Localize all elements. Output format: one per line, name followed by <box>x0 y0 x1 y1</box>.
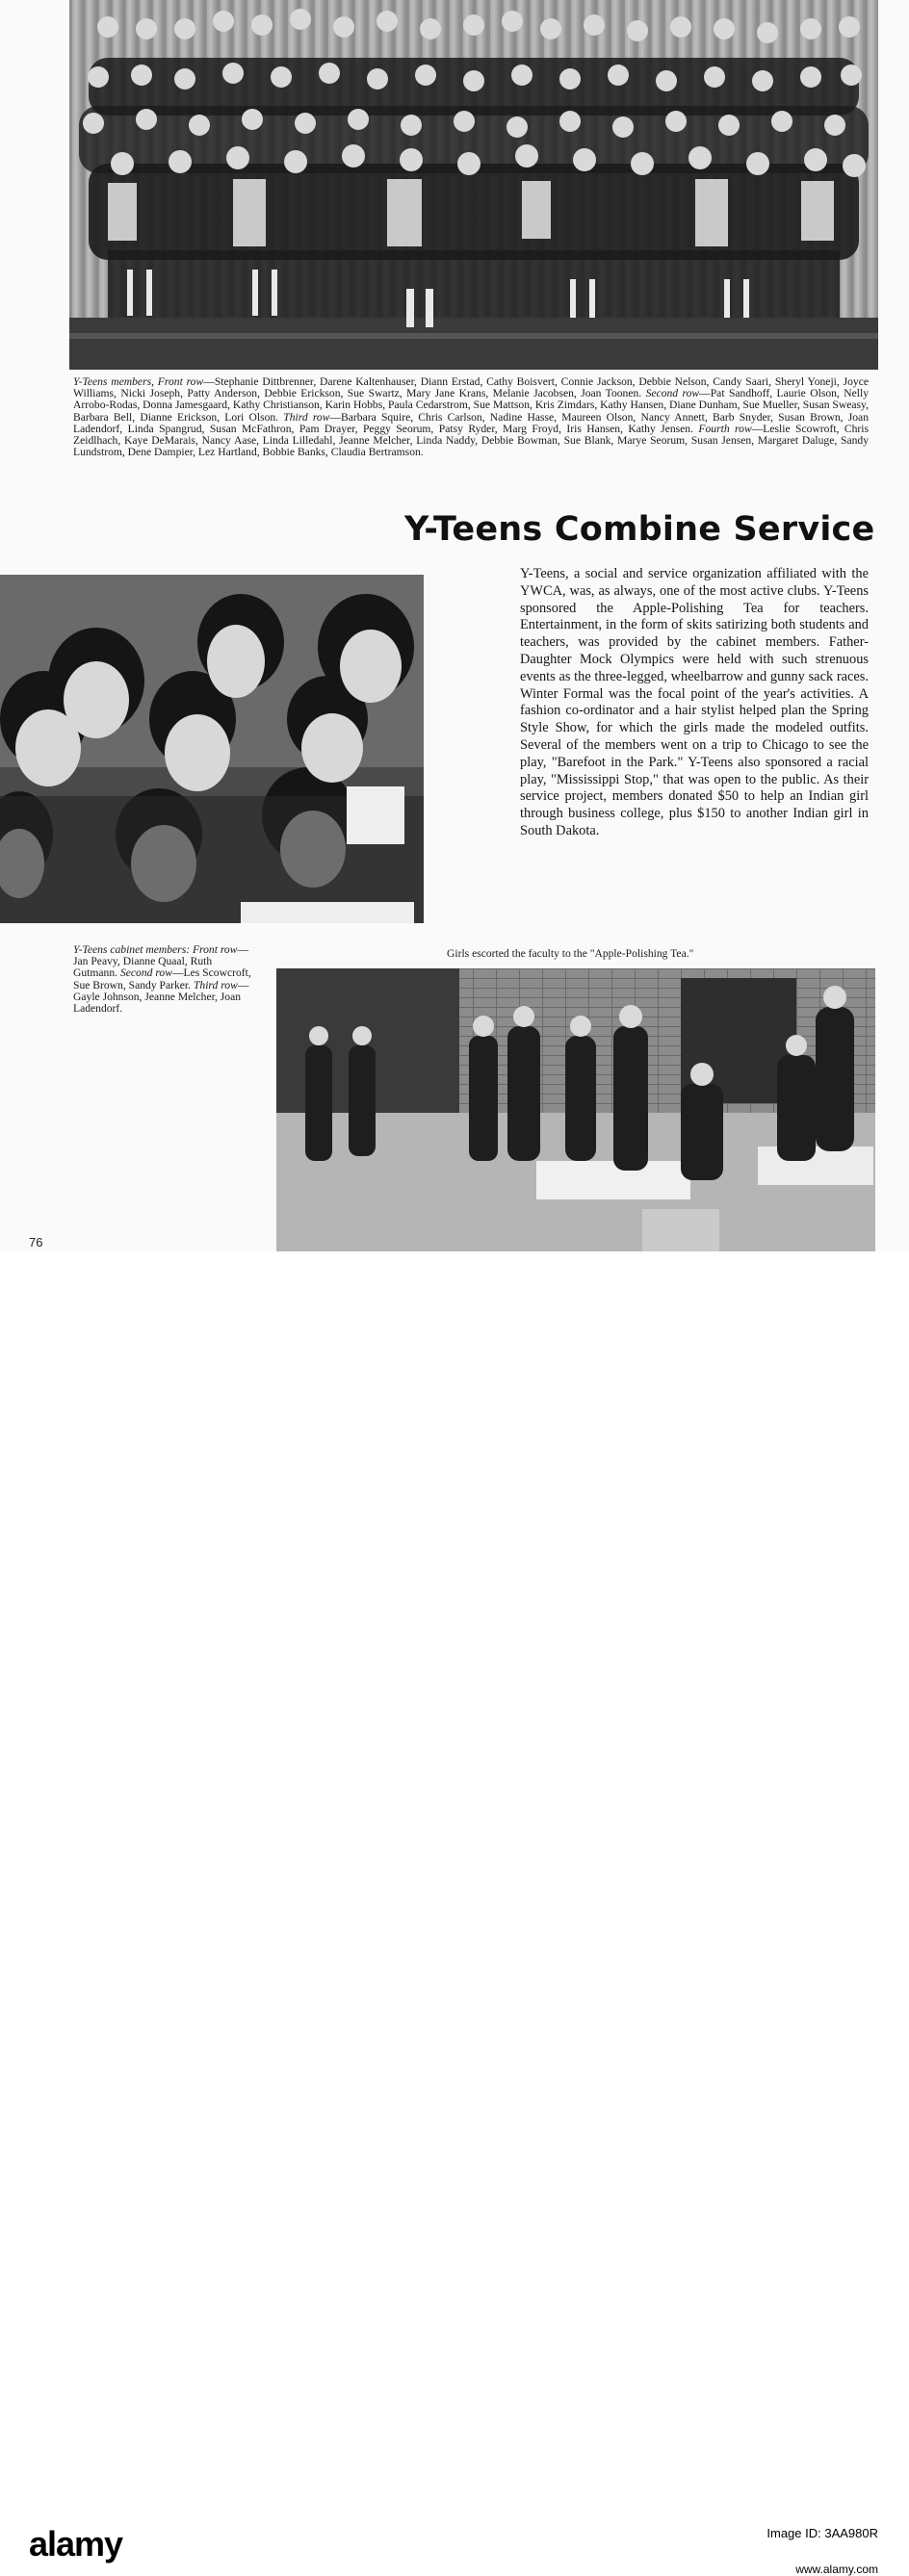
portrait-photo-icon <box>0 575 424 923</box>
group-caption-fourth-row-label: Fourth row <box>698 422 752 435</box>
group-caption-third-row: —Barbara Squire, Chris Carlson, Nadine Hasse, Maureen Olson, Nancy Annett, Barb Snyder, Susan Brown, Joan Ladendorf, Linda Spangrud, Susan McFathron, Pam Drayer, Peggy Seorum, Patsy Ryder, Marg Froyd, Iris Hansen, Kathy Jensen. <box>73 410 870 435</box>
page-title: Y-Teens Combine Service <box>404 510 875 549</box>
cabinet-caption-second-row: —Les Scowcroft, Sue Brown, Sandy Parker. <box>73 966 251 992</box>
cabinet-photo <box>0 575 424 923</box>
event-photo-icon <box>276 968 875 1251</box>
tea-photo <box>276 968 875 1251</box>
group-caption-second-row-label: Second row <box>645 387 700 400</box>
cabinet-caption-lead: Y-Teens cabinet members: Front row <box>73 943 238 956</box>
page-number: 76 <box>29 1235 43 1249</box>
group-caption <box>73 376 869 458</box>
cabinet-caption-second-row-label: Second row <box>119 966 172 980</box>
cabinet-caption-third-row-label: Third row <box>193 978 238 992</box>
tea-caption: Girls escorted the faculty to the "Apple-Polishing Tea." <box>447 947 694 960</box>
group-caption-front-row: —Stephanie Dittbrenner, Darene Kaltenhauser, Diann Erstad, Cathy Boisvert, Connie Jackson, Debbie Nelson, Candy Saari, Sheryl Yoneji, Joyce Williams, Nicki Joseph, Patty Anderson, Debbie Erickson, Sue Swartz, Mary Jane Krans, Melanie Jacobsen, Joan Toonen. <box>73 375 869 400</box>
group-caption-second-row: —Pat Sandhoff, Laurie Olson, Nelly Arrobo-Rodas, Donna Jamesgaard, Kathy Christianson, Karin Hobbs, Paula Cedarstrom, Sue Mattson, Kris Zimdars, Kathy Hansen, Diane Dunham, Sue Mueller, Susan Sweasy, Barbara Bell, Dianne Erickson, Lori Olson. <box>73 387 869 424</box>
group-caption-third-row-label: Third row <box>283 410 330 424</box>
alamy-logo: alamy <box>29 2524 123 2563</box>
watermark-bar <box>0 1251 909 2576</box>
cabinet-caption-front-row: —Jan Peavy, Dianne Quaal, Ruth Gutmann. <box>73 943 249 980</box>
site-url: www.alamy.com <box>795 2563 878 2576</box>
cabinet-caption-third-row: —Gayle Johnson, Jeanne Melcher, Joan Ladendorf. <box>73 978 249 1016</box>
group-caption-lead: Y-Teens members, Front row <box>73 375 204 388</box>
image-id: Image ID: 3AA980R <box>766 2526 878 2540</box>
yearbook-page <box>0 0 909 1251</box>
article-body: Y-Teens, a social and service organization affiliated with the YWCA, was, as always, one of the most active clubs. Y-Teens sponsored the Apple-Polishing Tea for teachers. Entertainment, in the form of skits satirizing both students and teachers, was provided by the cabinet members. Father-Daughter Mock Olympics were held with such strenuous events as the three-legged, wheelbarrow and gunny sack races. Winter Formal was the focal point of the year's activities. A fashion co-ordinator and a hair stylist helped plan the Spring Style Show, for which the girls made the modeled outfits. Several of the members went on a trip to Chicago to see the play, "Barefoot in the Park." Y-Teens also sponsored a racial play, "Mississippi Stop," that was open to the public. As their service project, members donated $50 to help an Indian girl through business college, plus $150 to another Indian girl in South Dakota. <box>520 566 869 838</box>
group-photo <box>69 0 878 370</box>
group-caption-fourth-row: —Leslie Scowroft, Chris Zeidlhach, Kaye DeMarais, Nancy Aase, Linda Lilledahl, Jeanne Melcher, Linda Naddy, Debbie Bowman, Sue Blank, Marye Seorum, Susan Jensen, Margaret Daluge, Sandy Lundstrom, Dene Dampier, Lez Hartland, Bobbie Banks, Claudia Bertramson. <box>73 422 870 459</box>
cabinet-caption <box>73 944 256 1015</box>
group-photo-icon <box>69 0 878 370</box>
